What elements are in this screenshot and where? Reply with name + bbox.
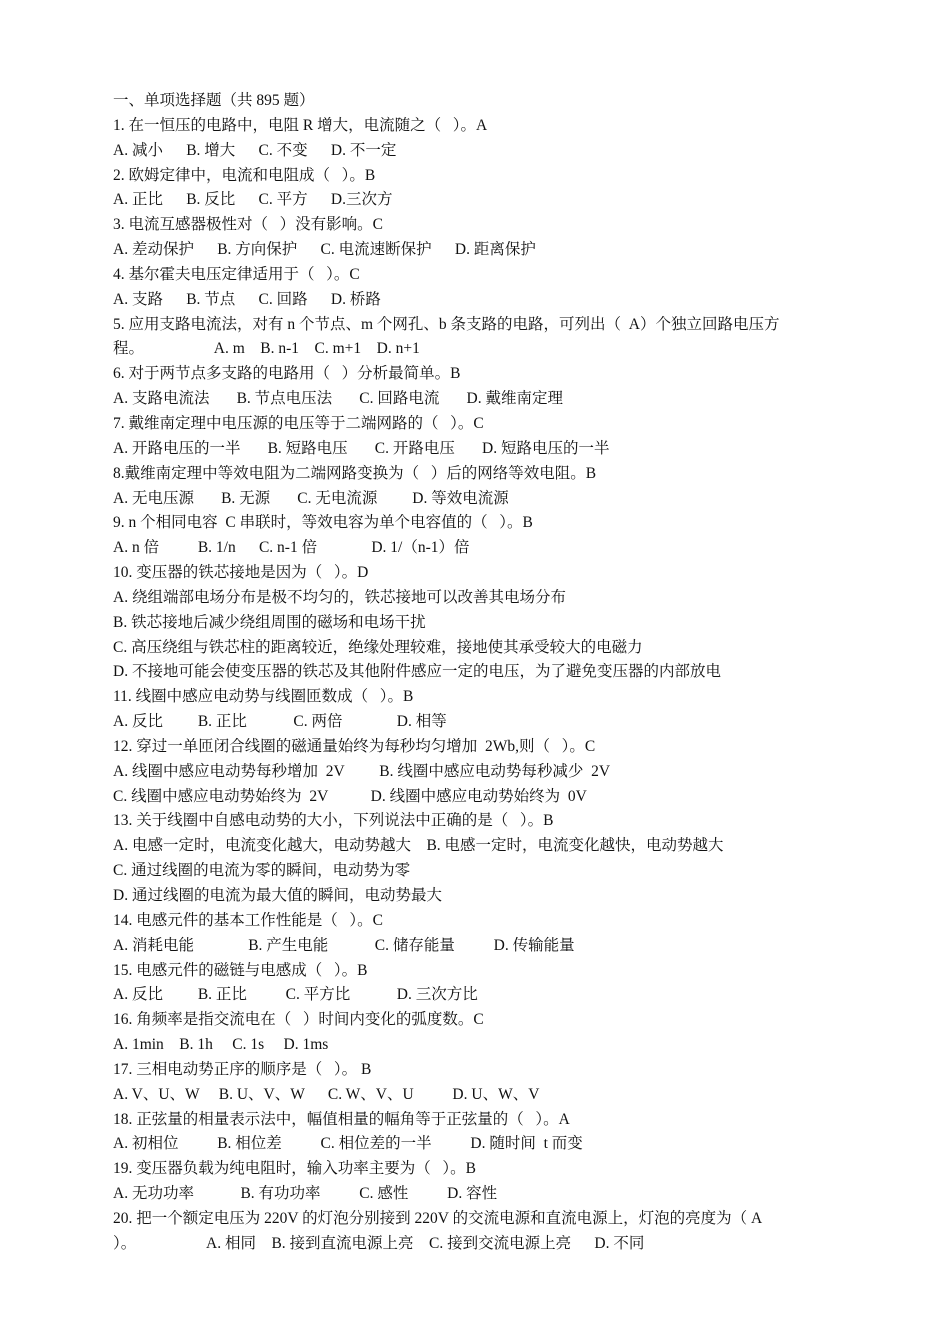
text-line: 3. 电流互感器极性对（ ）没有影响。C xyxy=(113,216,383,234)
text-line: C. 线圈中感应电动势始终为 2V D. 线圈中感应电动势始终为 0V xyxy=(113,787,587,805)
text-line: A. 支路电流法 B. 节点电压法 C. 回路电流 D. 戴维南定理 xyxy=(113,390,563,408)
text-line: A. 1min B. 1h C. 1s D. 1ms xyxy=(113,1036,329,1054)
text-line: A. n 倍 B. 1/n C. n-1 倍 D. 1/（n-1）倍 xyxy=(113,539,470,557)
text-line: 1. 在一恒压的电路中，电阻 R 增大，电流随之（ ）。A xyxy=(113,116,488,134)
text-line: 11. 线圈中感应电动势与线圈匝数成（ ）。B xyxy=(113,688,414,706)
text-line: A. 线圈中感应电动势每秒增加 2V B. 线圈中感应电动势每秒减少 2V xyxy=(113,762,611,780)
text-line: 4. 基尔霍夫电压定律适用于（ ）。C xyxy=(113,265,360,283)
text-line: 5. 应用支路电流法，对有 n 个节点、m 个网孔、b 条支路的电路，可列出（ A）个独立回路电压方 xyxy=(113,315,780,333)
text-line: 15. 电感元件的磁链与电感成（ ）。B xyxy=(113,961,368,979)
text-line: 7. 戴维南定理中电压源的电压等于二端网路的（ ）。C xyxy=(113,414,484,432)
text-line: A. 减小 B. 增大 C. 不变 D. 不一定 xyxy=(113,141,397,159)
text-line: A. 电感一定时，电流变化越大，电动势越大 B. 电感一定时，电流变化越快，电动势越大 xyxy=(113,837,724,855)
text-line: 6. 对于两节点多支路的电路用（ ）分析最简单。B xyxy=(113,365,461,383)
text-line: C. 通过线圈的电流为零的瞬间，电动势为零 xyxy=(113,862,411,880)
text-line: A. 正比 B. 反比 C. 平方 D.三次方 xyxy=(113,191,393,209)
text-line: C. 高压绕组与铁芯柱的距离较近，绝缘处理较难，接地使其承受较大的电磁力 xyxy=(113,638,643,656)
text-line: A. 初相位 B. 相位差 C. 相位差的一半 D. 随时间 t 而变 xyxy=(113,1135,583,1153)
text-line: 8.戴维南定理中等效电阻为二端网路变换为（ ）后的网络等效电阻。B xyxy=(113,464,597,482)
text-line: 13. 关于线圈中自感电动势的大小，下列说法中正确的是（ ）。B xyxy=(113,812,554,830)
text-line: A. V、U、W B. U、V、W C. W、V、U D. U、W、V xyxy=(113,1085,540,1103)
text-line: 9. n 个相同电容 C 串联时，等效电容为单个电容值的（ ）。B xyxy=(113,514,533,532)
question-list xyxy=(113,89,843,1257)
text-line: 12. 穿过一单匝闭合线圈的磁通量始终为每秒均匀增加 2Wb,则（ ）。C xyxy=(113,737,596,755)
text-line: 20. 把一个额定电压为 220V 的灯泡分别接到 220V 的交流电源和直流电源上，灯泡的亮度为（ A xyxy=(113,1209,763,1227)
text-line: A. 开路电压的一半 B. 短路电压 C. 开路电压 D. 短路电压的一半 xyxy=(113,439,610,457)
text-line: 18. 正弦量的相量表示法中，幅值相量的幅角等于正弦量的（ ）。A xyxy=(113,1110,570,1128)
text-line: ）。 A. 相同 B. 接到直流电源上亮 C. 接到交流电源上亮 D. 不同 xyxy=(113,1234,645,1252)
text-line: 10. 变压器的铁芯接地是因为（ ）。D xyxy=(113,564,369,582)
section-title: 一、单项选择题（共 895 题） xyxy=(113,92,315,109)
text-line: A. 无电压源 B. 无源 C. 无电流源 D. 等效电流源 xyxy=(113,489,509,507)
text-line: 17. 三相电动势正序的顺序是（ ）。 B xyxy=(113,1060,372,1078)
text-line: 16. 角频率是指交流电在（ ）时间内变化的弧度数。C xyxy=(113,1011,484,1029)
text-line: 程。 A. m B. n-1 C. m+1 D. n+1 xyxy=(113,340,420,358)
text-line: A. 反比 B. 正比 C. 两倍 D. 相等 xyxy=(113,713,447,731)
text-line: D. 通过线圈的电流为最大值的瞬间，电动势最大 xyxy=(113,887,442,904)
text-line: 2. 欧姆定律中，电流和电阻成（ ）。B xyxy=(113,166,376,184)
text-line: A. 反比 B. 正比 C. 平方比 D. 三次方比 xyxy=(113,986,478,1004)
text-line: A. 无功功率 B. 有功功率 C. 感性 D. 容性 xyxy=(113,1185,498,1203)
text-line: A. 绕组端部电场分布是极不均匀的，铁芯接地可以改善其电场分布 xyxy=(113,588,566,606)
text-line: A. 消耗电能 B. 产生电能 C. 储存能量 D. 传输能量 xyxy=(113,936,575,954)
text-line: A. 差动保护 B. 方向保护 C. 电流速断保护 D. 距离保护 xyxy=(113,241,536,259)
text-line: A. 支路 B. 节点 C. 回路 D. 桥路 xyxy=(113,290,381,308)
text-line: D. 不接地可能会使变压器的铁芯及其他附件感应一定的电压，为了避免变压器的内部放电 xyxy=(113,663,721,681)
text-line: 19. 变压器负载为纯电阻时，输入功率主要为（ ）。B xyxy=(113,1160,476,1178)
text-line: B. 铁芯接地后减少绕组周围的磁场和电场干扰 xyxy=(113,613,426,631)
text-line: 14. 电感元件的基本工作性能是（ ）。C xyxy=(113,911,383,929)
